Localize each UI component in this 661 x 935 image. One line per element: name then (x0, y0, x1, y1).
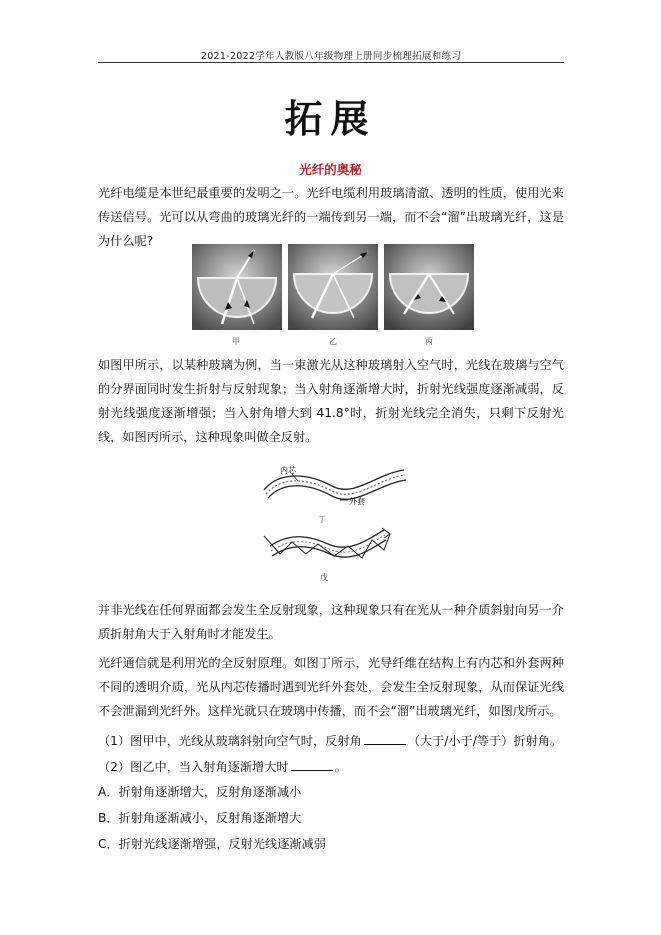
label-jia: 甲 (232, 337, 240, 346)
label-yi: 乙 (329, 337, 337, 346)
paragraph-intro: 光纤电缆是本世纪最重要的发明之一。光纤电缆利用玻璃清澈、透明的性质，使用光来传送信号。光可以从弯曲的玻璃光纤的一端传到另一端，而不会“溜”出玻璃光纤，这是为什么呢? (98, 186, 564, 248)
paragraph-total-reflection: 如图甲所示，以某种玻璃为例，当一束激光从这种玻璃射入空气时，光线在玻璃与空气的分界面同时发生折射与反射现象；当入射角逐渐增大时，折射光线强度逐渐减弱，反射光线强度逐渐增强；当入射角增大到 41.8°时，折射光线完全消失，只剩下反射光线，如图丙所示，这种现象叫做全反射。 (98, 358, 564, 444)
photo-yi (288, 244, 378, 330)
photo-jia (192, 244, 282, 330)
core-label: 内芯 (280, 466, 296, 475)
paragraph-condition: 并非光线在任何界面都会发生全反射现象，这种现象只有在光从一种介质斜射向另一介质折射角大于入射角时才能发生。 (98, 603, 564, 641)
question-2-text: （2）图乙中，当入射角逐渐增大时 (98, 760, 289, 774)
figure-optical-fiber (258, 464, 410, 584)
answer-blank-1[interactable] (364, 732, 406, 745)
option-c: C．折射光线逐渐增强，反射光线逐渐减弱 (98, 837, 326, 851)
option-b: B．折射角逐渐减小，反射角逐渐增大 (98, 811, 302, 825)
sheath-label: 外套 (349, 497, 365, 506)
photo-bing (384, 244, 474, 330)
question-2 (98, 757, 568, 777)
section-subtitle: 光纤的奥秘 (299, 162, 362, 177)
question-1-text: （1）图甲中，光线从玻璃斜射向空气时，反射角 (98, 734, 362, 748)
figure-refraction-photos (192, 244, 476, 330)
label-ding: 丁 (318, 515, 326, 524)
label-bing: 丙 (425, 337, 433, 346)
header-rule (98, 62, 564, 63)
question-1-suffix: （大于/小于/等于）折射角。 (407, 734, 563, 748)
option-a: A．折射角逐渐增大，反射角逐渐减小 (98, 785, 302, 799)
label-wu: 戊 (320, 573, 328, 582)
answer-blank-2[interactable] (291, 758, 333, 771)
question-1 (98, 731, 568, 751)
question-2-suffix: 。 (334, 760, 347, 774)
page-title: 拓展 (284, 96, 377, 141)
paragraph-fiber-communication: 光纤通信就是利用光的全反射原理。如图丁所示，光导纤维在结构上有内芯和外套两种不同的透明介质，光从内芯传播时遇到光纤外套处，会发生全反射现象，从而保证光线不会泄漏到光纤外。这样光就只在玻璃中传播，而不会“溜”出玻璃光纤，如图戊所示。 (98, 656, 564, 718)
page-header: 2021-2022学年人教版八年级物理上册同步梳理拓展和练习 (200, 51, 462, 62)
